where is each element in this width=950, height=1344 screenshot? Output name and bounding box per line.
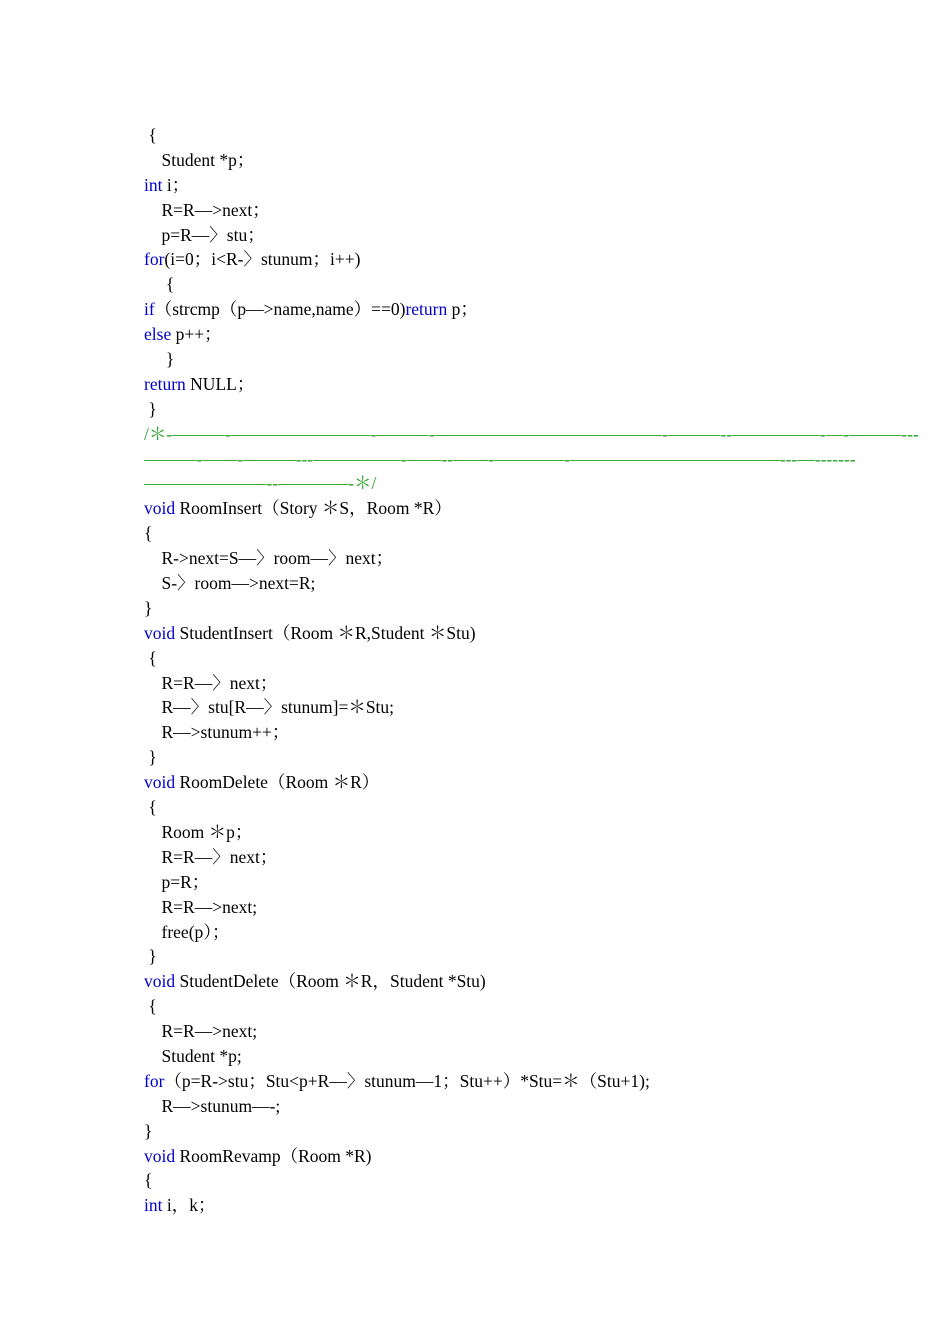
- keyword-token: if: [144, 299, 155, 320]
- code-token: R=R—〉next；: [144, 846, 278, 867]
- code-token: p=R—〉stu；: [144, 224, 265, 245]
- code-token: {: [144, 1170, 153, 1191]
- code-token: Room ＊p；: [144, 821, 253, 842]
- code-token: }: [144, 349, 175, 370]
- code-line: [144, 471, 844, 496]
- code-line: [144, 1119, 844, 1144]
- code-token: R->next=S—〉room—〉next；: [144, 548, 394, 569]
- code-line: [144, 745, 844, 770]
- code-token: R=R—>next；: [144, 199, 270, 220]
- keyword-token: else: [144, 324, 172, 345]
- keyword-token: return: [405, 299, 448, 320]
- code-line: [144, 870, 844, 895]
- keyword-token: void: [144, 971, 176, 992]
- code-line: [144, 1069, 844, 1094]
- code-line: [144, 596, 844, 621]
- code-line: [144, 571, 844, 596]
- keyword-token: for: [144, 1070, 165, 1091]
- keyword-token: void: [144, 772, 176, 793]
- code-token: R—>stunum++；: [144, 722, 290, 743]
- code-line: [144, 546, 844, 571]
- code-line: [144, 795, 844, 820]
- code-token: RoomInsert（Story ＊S，Room *R）: [175, 498, 452, 519]
- keyword-token: void: [144, 1145, 176, 1166]
- code-line: [144, 695, 844, 720]
- code-line: [144, 1144, 844, 1169]
- code-token: NULL；: [185, 373, 255, 394]
- code-line: [144, 646, 844, 671]
- code-line: [144, 944, 844, 969]
- code-token: R=R—>next;: [144, 1021, 258, 1042]
- code-line: [144, 820, 844, 845]
- code-line: [144, 272, 844, 297]
- keyword-token: return: [144, 373, 186, 394]
- code-line: [144, 1094, 844, 1119]
- keyword-token: void: [144, 622, 176, 643]
- code-line: [144, 198, 844, 223]
- code-token: }: [144, 398, 157, 419]
- code-token: StudentDelete（Room ＊R，Student *Stu): [175, 971, 486, 992]
- code-line: [144, 123, 844, 148]
- code-line: [144, 1019, 844, 1044]
- code-line: [144, 621, 844, 646]
- code-line: [144, 247, 844, 272]
- code-line: [144, 148, 844, 173]
- code-line: [144, 297, 844, 322]
- code-token: }: [144, 747, 157, 768]
- code-token: R=R—〉next；: [144, 672, 278, 693]
- code-token: R—〉stu[R—〉stunum]=＊Stu;: [144, 697, 395, 718]
- code-line: [144, 770, 844, 795]
- code-line: [144, 447, 856, 472]
- code-line: [144, 223, 844, 248]
- code-line: [144, 845, 844, 870]
- code-listing: [144, 123, 919, 1218]
- code-token: p=R；: [144, 871, 210, 892]
- code-token: RoomRevamp（Room *R): [175, 1145, 372, 1166]
- code-line: [144, 422, 919, 447]
- code-token: S-〉room—>next=R;: [144, 573, 316, 594]
- code-line: [144, 994, 844, 1019]
- code-token: (i=0；i<R-〉stunum；i++): [164, 249, 361, 270]
- code-line: [144, 720, 844, 745]
- code-token: StudentInsert（Room ＊R,Student ＊Stu): [175, 622, 476, 643]
- code-token: {: [144, 125, 157, 145]
- code-line: [144, 895, 844, 920]
- comment-token: ———————--————-＊/: [144, 473, 377, 494]
- code-token: i，k；: [162, 1195, 216, 1216]
- keyword-token: int: [144, 1195, 163, 1216]
- code-token: Student *p;: [144, 1045, 242, 1066]
- code-token: }: [144, 946, 157, 967]
- code-line: [144, 372, 844, 397]
- code-token: {: [144, 797, 157, 818]
- keyword-token: int: [144, 174, 163, 195]
- code-token: （p=R->stu；Stu<p+R—〉stunum—1；Stu++）*Stu=＊（Stu+1);: [164, 1070, 650, 1091]
- code-token: （strcmp（p—>name,name）==0): [154, 299, 406, 320]
- code-line: [144, 1193, 844, 1218]
- code-line: [144, 1168, 844, 1193]
- code-token: R=R—>next;: [144, 896, 258, 917]
- code-line: [144, 1044, 844, 1069]
- code-line: [144, 322, 844, 347]
- code-token: Student *p；: [144, 149, 255, 170]
- code-line: [144, 347, 844, 372]
- code-token: RoomDelete（Room ＊R）: [175, 772, 380, 793]
- code-token: {: [144, 523, 153, 544]
- code-token: {: [144, 996, 157, 1017]
- code-token: p++；: [171, 324, 222, 345]
- code-token: }: [144, 1120, 153, 1141]
- keyword-token: void: [144, 498, 176, 519]
- code-line: [144, 496, 844, 521]
- code-token: free(p）；: [144, 921, 230, 942]
- code-token: }: [144, 597, 153, 618]
- code-line: [144, 920, 844, 945]
- code-token: i；: [162, 174, 190, 195]
- keyword-token: for: [144, 249, 165, 270]
- code-token: {: [144, 274, 175, 295]
- code-line: [144, 173, 844, 198]
- code-token: R—>stunum—-;: [144, 1095, 281, 1116]
- code-token: p；: [447, 299, 478, 320]
- code-token: {: [144, 647, 157, 668]
- code-line: [144, 969, 844, 994]
- code-line: [144, 671, 844, 696]
- code-line: [144, 397, 844, 422]
- code-line: [144, 521, 844, 546]
- comment-token: ———-——-———---—————-——--——-————-————————————---—-------: [144, 448, 856, 469]
- comment-token: /＊-———-————————-———-—————————————-———--—————-—-———---: [144, 423, 919, 444]
